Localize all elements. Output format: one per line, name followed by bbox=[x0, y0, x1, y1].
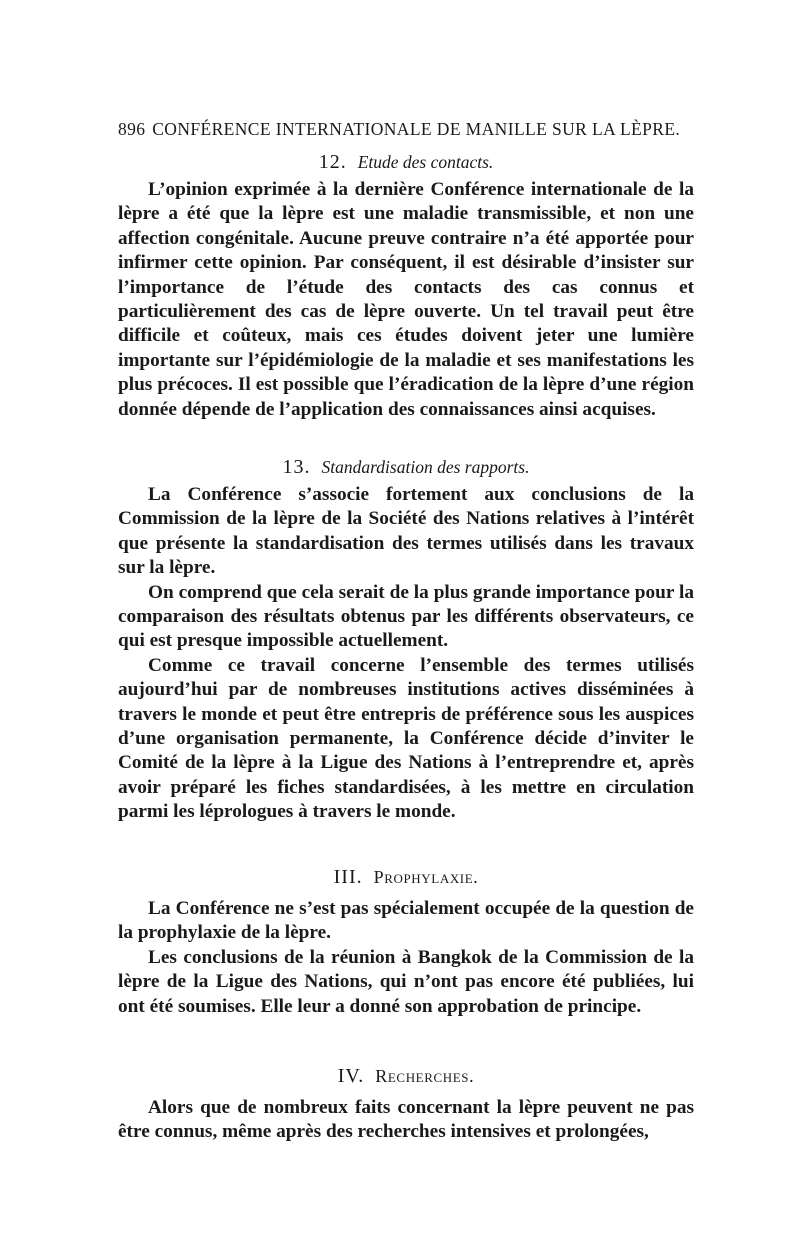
paragraph: Comme ce travail concerne l’ensemble des termes utilisés aujourd’hui par de nombreuses institutions actives disséminées à travers le monde et peut être entrepris de préférence sous les auspices d’une organisation permanente, la Conférence décide d’inviter le Comité de la lèpre à la Ligue des Nations à l’entreprendre et, après avoir préparé les fiches standardisées, à les mettre en circulation parmi les léprologues à travers le monde. bbox=[118, 654, 694, 823]
paragraph: La Conférence s’associe fortement aux conclusions de la Commission de la lèpre de la Société des Nations relatives à l’intérêt que présente la standardisation des termes utilisés dans les travaux sur la lèpre. bbox=[118, 484, 694, 579]
section-12-etude-des-contacts bbox=[118, 150, 694, 422]
paragraph: Les conclusions de la réunion à Bangkok de la Commission de la lèpre de la Ligue des Nations, qui n’ont pas encore été publiées, lui ont été soumises. Elle leur a donné son approbation de principe. bbox=[118, 946, 694, 1017]
section-heading bbox=[118, 865, 694, 889]
section-heading bbox=[118, 1064, 694, 1088]
running-title: CONFÉRENCE INTERNATIONALE DE MANILLE SUR LA LÈPRE. bbox=[152, 119, 681, 139]
section-title: Standardisation des rapports. bbox=[321, 457, 530, 477]
section-title: Prophylaxie. bbox=[373, 867, 479, 887]
running-header bbox=[118, 119, 681, 140]
section-iii-prophylaxie bbox=[118, 865, 694, 1019]
section-iv-recherches bbox=[118, 1064, 694, 1145]
page-number: 896 bbox=[118, 119, 146, 139]
section-heading bbox=[118, 455, 694, 479]
section-heading bbox=[118, 150, 694, 174]
paragraph: La Conférence ne s’est pas spécialement occupée de la question de la prophylaxie de la lèpre. bbox=[118, 898, 694, 944]
section-title: Recherches. bbox=[375, 1066, 475, 1086]
section-number: III. bbox=[333, 866, 363, 888]
paragraph: L’opinion exprimée à la dernière Conférence internationale de la lèpre a été que la lèpre est une maladie transmissible, et non une affection congénitale. Aucune preuve contraire n’a été apportée pour infirmer cette opinion. Par conséquent, il est désirable d’insister sur l’importance de l’étude des contacts des cas connus et particulièrement des cas de lèpre ouverte. Un tel travail peut être difficile et coûteux, mais ces études doivent jeter une lumière importante sur l’épidémiologie de la maladie et ses manifestations les plus précoces. Il est possible que l’éradication de la lèpre d’une région donnée dépende de l’application des connaissances ainsi acquises. bbox=[118, 179, 694, 420]
paragraph: On comprend que cela serait de la plus grande importance pour la comparaison des résultats obtenus par les différents observateurs, ce qui est presque impossible actuellement. bbox=[118, 581, 694, 652]
section-number: IV. bbox=[337, 1065, 365, 1087]
section-13-standardisation bbox=[118, 455, 694, 825]
section-title: Etude des contacts. bbox=[357, 152, 494, 172]
section-number: 12. bbox=[318, 151, 347, 173]
paragraph: Alors que de nombreux faits concernant la lèpre peuvent ne pas être connus, même après des recherches intensives et prolongées, bbox=[118, 1097, 694, 1143]
section-number: 13. bbox=[282, 456, 311, 478]
